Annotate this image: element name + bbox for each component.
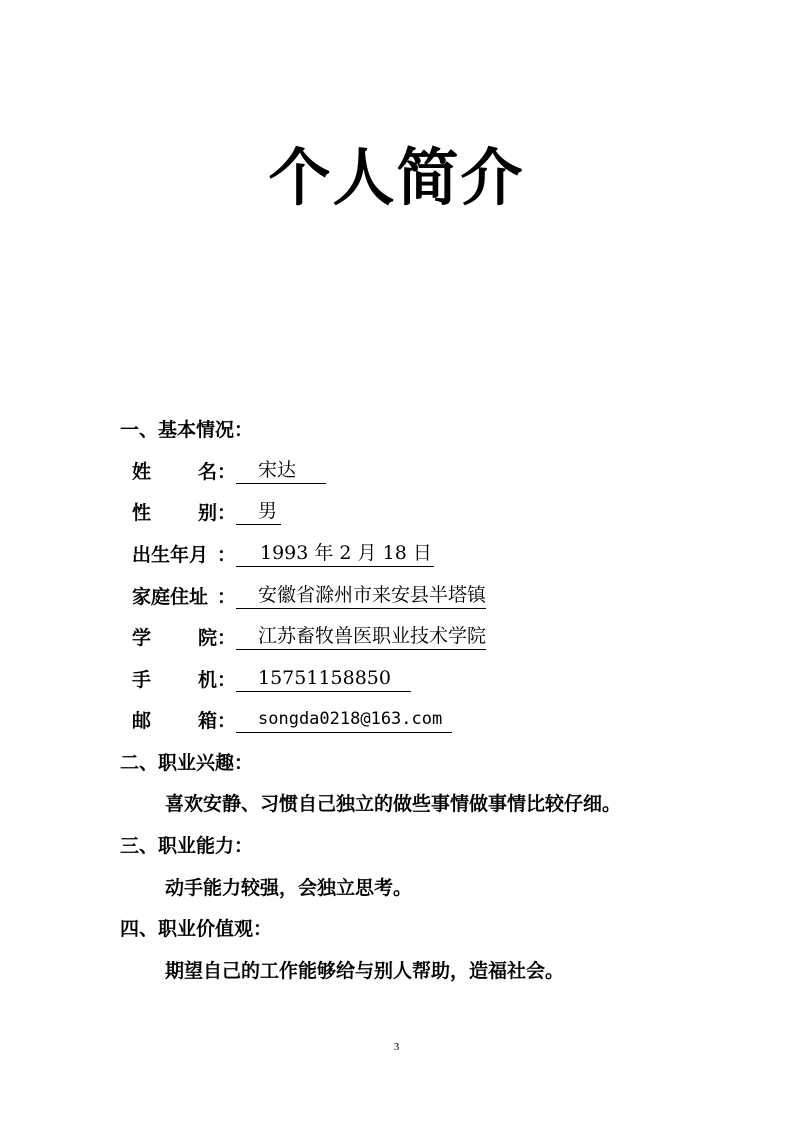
- field-value-birth: 1993 年 2 月 18 日: [236, 541, 434, 567]
- field-label: [132, 707, 236, 735]
- field-label-end: 院：: [197, 627, 236, 649]
- field-label: [132, 666, 236, 694]
- field-label-start: 性: [132, 502, 152, 524]
- field-label-start: 邮: [132, 710, 152, 732]
- field-value-gender: 男: [236, 499, 281, 525]
- field-label-end: 名：: [197, 461, 236, 483]
- field-label: [132, 624, 236, 652]
- field-label-end: ：: [216, 586, 236, 608]
- field-label-start: 学: [132, 627, 152, 649]
- field-label: [132, 458, 236, 486]
- section-text-values: 期望自己的工作能够给与别人帮助，造福社会。: [165, 960, 565, 982]
- field-label-end: ：: [216, 544, 236, 566]
- page-number: 3: [393, 1041, 400, 1053]
- field-label: [132, 583, 236, 611]
- section-text-ability: 动手能力较强，会独立思考。: [165, 877, 413, 899]
- section-heading-ability: 三、职业能力：: [120, 835, 254, 857]
- field-label-end: 机：: [197, 669, 236, 691]
- field-label-start: 家庭住址: [132, 586, 209, 608]
- section-heading-values: 四、职业价值观：: [120, 918, 273, 940]
- field-label-start: 手: [132, 669, 152, 691]
- document-title: 个人简介: [268, 141, 525, 214]
- field-label: [132, 541, 236, 569]
- section-text-interest: 喜欢安静、习惯自己独立的做些事情做事情比较仔细。: [165, 793, 622, 815]
- field-value-phone: 15751158850: [236, 666, 411, 692]
- field-value-college: 江苏畜牧兽医职业技术学院: [236, 624, 486, 650]
- field-label-end: 箱：: [197, 710, 236, 732]
- field-label: [132, 499, 236, 527]
- field-value-name: 宋达: [236, 458, 326, 484]
- field-label-end: 别：: [197, 502, 236, 524]
- section-heading-interest: 二、职业兴趣：: [120, 752, 254, 774]
- field-label-start: 出生年月: [132, 544, 209, 566]
- field-label-start: 姓: [132, 461, 152, 483]
- section-heading-basic: 一、基本情况：: [120, 419, 254, 441]
- field-value-address: 安徽省滁州市来安县半塔镇: [236, 583, 486, 609]
- field-value-email: songda0218@163.com: [236, 707, 452, 733]
